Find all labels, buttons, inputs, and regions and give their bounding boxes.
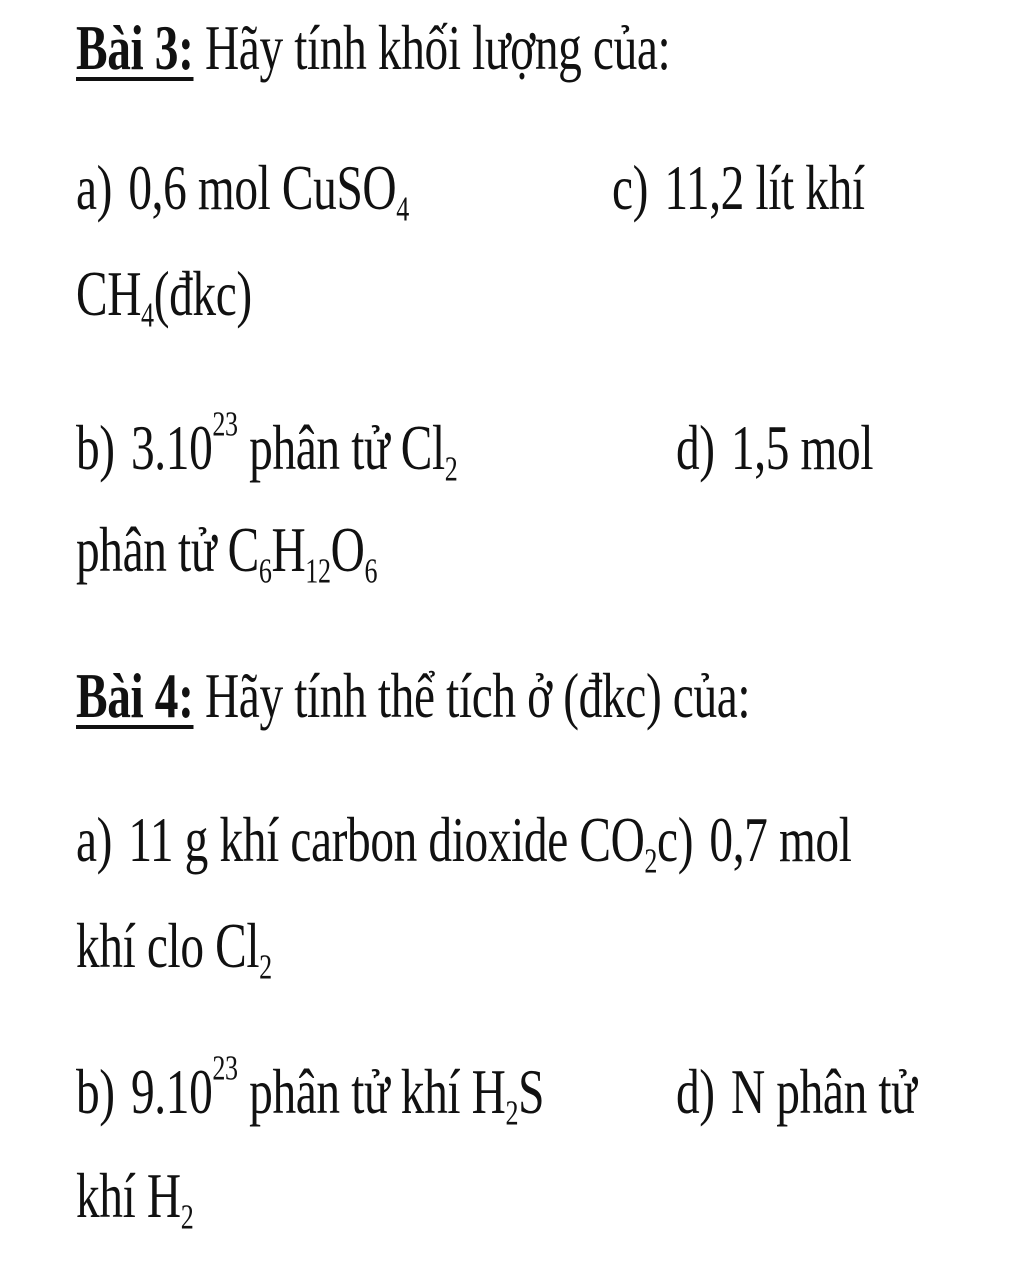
bai3-b-sup: 23 — [212, 404, 238, 444]
bai3-c-text: 11,2 lít khí — [664, 152, 865, 223]
bai4-b-sub: 2 — [505, 1093, 519, 1133]
bai4-b-cont-sub: 2 — [180, 1197, 194, 1237]
bai4-a-sub: 2 — [644, 841, 658, 881]
bai4-b-base: 9.10 — [130, 1056, 213, 1127]
bai4-b-text: phân tử khí H — [237, 1056, 506, 1127]
bai3-title: Hãy tính khối lượng của: — [193, 12, 671, 83]
bai4-item-a-continued — [76, 910, 272, 987]
bai3-label: Bài 3: — [76, 12, 194, 83]
bai3-d-cont-mid1: H — [271, 514, 306, 585]
bai4-d-text: N phân tử — [730, 1056, 917, 1127]
bai4-title: Hãy tính thể tích ở (đkc) của: — [193, 660, 751, 731]
bai4-b-marker: b) — [76, 1056, 115, 1127]
bai3-c-cont-sub: 4 — [141, 295, 154, 335]
bai4-a-tail: c) — [657, 804, 694, 875]
bai4-b-tail: S — [518, 1056, 545, 1127]
bai4-a-cont-text: khí clo Cl — [76, 910, 260, 981]
bai3-d-cont-sub2: 12 — [305, 551, 331, 591]
bai3-b-sub: 2 — [444, 449, 458, 489]
bai3-b-text: phân tử Cl — [237, 412, 445, 483]
bai3-c-cont-tail: (đkc) — [153, 258, 252, 329]
bai3-b-marker: b) — [76, 412, 115, 483]
bai3-d-marker: d) — [676, 412, 715, 483]
bai4-item-d — [676, 1056, 917, 1127]
bai3-d-cont-sub1: 6 — [258, 551, 272, 591]
bai3-item-a — [76, 152, 409, 229]
bai3-item-d — [676, 412, 874, 483]
bai3-a-text: 0,6 mol CuSO — [128, 152, 397, 223]
bai4-d-marker: d) — [676, 1056, 715, 1127]
bai4-a-tail2: 0,7 mol — [709, 804, 852, 875]
bai3-a-sub: 4 — [396, 189, 409, 229]
bai3-item-c — [612, 152, 865, 223]
bai3-c-marker: c) — [612, 152, 649, 223]
bai3-item-c-continued — [76, 258, 252, 335]
bai3-c-cont-text: CH — [76, 258, 142, 329]
bai4-b-sup: 23 — [212, 1048, 238, 1088]
bai3-d-cont-sub3: 6 — [364, 551, 378, 591]
bai3-b-base: 3.10 — [130, 412, 213, 483]
bai3-a-marker: a) — [76, 152, 113, 223]
bai4-b-cont-text: khí H — [76, 1160, 181, 1231]
bai3-d-cont-text: phân tử C — [76, 514, 259, 585]
bai4-heading — [76, 660, 751, 731]
bai3-d-text: 1,5 mol — [730, 412, 874, 483]
bai4-label: Bài 4: — [76, 660, 194, 731]
bai3-item-d-continued — [76, 514, 378, 591]
bai4-a-cont-sub: 2 — [259, 947, 272, 987]
bai4-item-a — [76, 804, 852, 881]
bai3-heading — [76, 12, 671, 83]
bai3-d-cont-mid2: O — [330, 514, 365, 585]
bai4-a-marker: a) — [76, 804, 113, 875]
bai3-item-b — [76, 404, 458, 489]
bai4-item-b-continued — [76, 1160, 194, 1237]
bai4-item-b — [76, 1048, 545, 1133]
bai4-a-text: 11 g khí carbon dioxide CO — [128, 804, 645, 875]
